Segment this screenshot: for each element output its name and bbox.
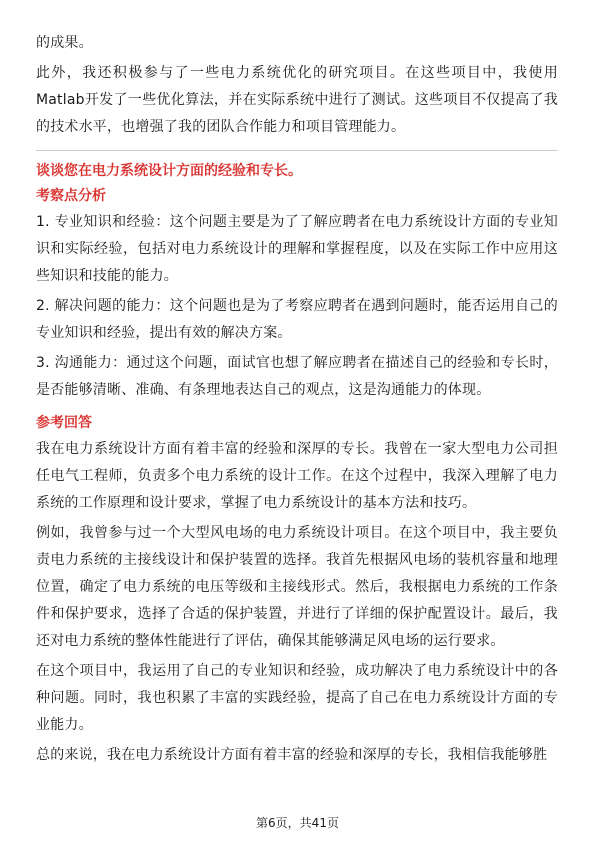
analysis-title: 考察点分析	[36, 188, 106, 204]
page-number-footer: 第6页，共41页	[256, 816, 339, 830]
answer-paragraph-3: 在这个项目中，我运用了自己的专业知识和经验，成功解决了电力系统设计中的各种问题。同时，我也积累了丰富的实践经验，提高了自己在电力系统设计方面的专业能力。	[36, 663, 558, 733]
answer-paragraph-4: 总的来说，我在电力系统设计方面有着丰富的经验和深厚的专长，我相信我能够胜	[36, 747, 548, 763]
intro-paragraph-0: 的成果。	[36, 35, 93, 51]
section-divider	[36, 150, 558, 151]
question-heading: 谈谈您在电力系统设计方面的经验和专长。	[36, 163, 302, 179]
document-page	[36, 30, 558, 769]
analysis-item-1: 1. 专业知识和经验：这个问题主要是为了了解应聘者在电力系统设计方面的专业知识和实际经验，包括对电力系统设计的理解和掌握程度，以及在实际工作中应用这些知识和技能的能力。	[36, 214, 558, 284]
answer-title: 参考回答	[36, 415, 92, 431]
intro-paragraph-1: 此外，我还积极参与了一些电力系统优化的研究项目。在这些项目中，我使用Matlab开发了一些优化算法，并在实际系统中进行了测试。这些项目不仅提高了我的技术水平，也增强了我的团队合作能力和项目管理能力。	[36, 65, 558, 135]
analysis-item-3: 3. 沟通能力：通过这个问题，面试官也想了解应聘者在描述自己的经验和专长时，是否能够清晰、准确、有条理地表达自己的观点，这是沟通能力的体现。	[36, 355, 558, 398]
answer-paragraph-1: 我在电力系统设计方面有着丰富的经验和深厚的专长。我曾在一家大型电力公司担任电气工程师，负责多个电力系统的设计工作。在这个过程中，我深入理解了电力系统的工作原理和设计要求，掌握了电力系统设计的基本方法和技巧。	[36, 441, 558, 511]
answer-paragraph-2: 例如，我曾参与过一个大型风电场的电力系统设计项目。在这个项目中，我主要负责电力系统的主接线设计和保护装置的选择。我首先根据风电场的装机容量和地理位置，确定了电力系统的电压等级和主接线形式。然后，我根据电力系统的工作条件和保护要求，选择了合适的保护装置，并进行了详细的保护配置设计。最后，我还对电力系统的整体性能进行了评估，确保其能够满足风电场的运行要求。	[36, 525, 558, 649]
analysis-item-2: 2. 解决问题的能力：这个问题也是为了考察应聘者在遇到问题时，能否运用自己的专业知识和经验，提出有效的解决方案。	[36, 298, 558, 341]
